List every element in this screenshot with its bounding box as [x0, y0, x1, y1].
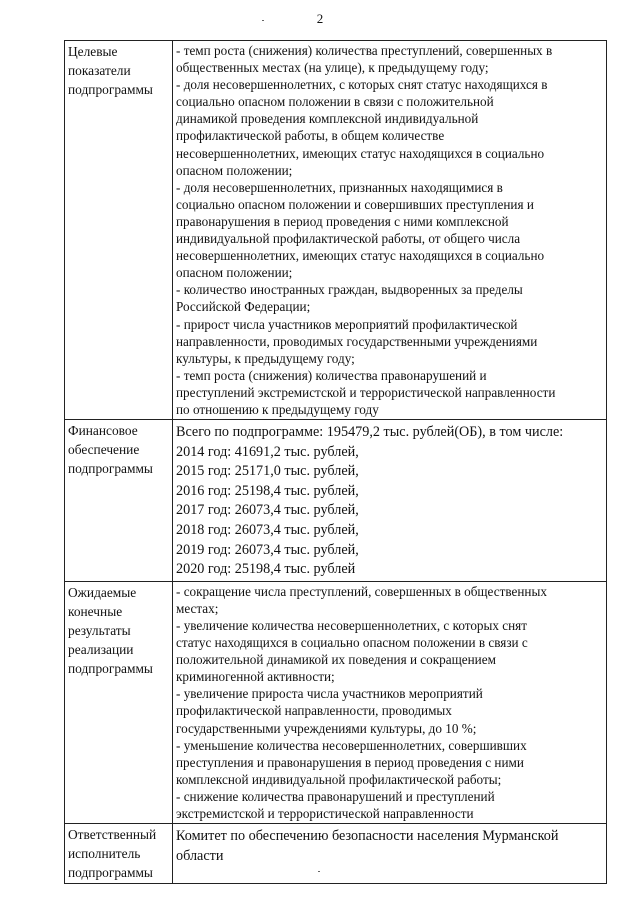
- label-line: Ожидаемые: [68, 584, 137, 600]
- table-row-responsible: [65, 824, 607, 884]
- content-line: профилактической направленности, проводимых: [176, 703, 452, 719]
- content-line: профилактической работы, в общем количестве: [176, 128, 445, 144]
- content-line: - снижение количества правонарушений и преступлений: [176, 788, 495, 804]
- label-line: подпрограммы: [68, 82, 153, 97]
- content-line: - доля несовершеннолетних, с которых снят статус находящихся в: [176, 77, 548, 93]
- table-row-expected-results: [65, 581, 607, 823]
- content-line: 2016 год: 25198,4 тыс. рублей,: [176, 482, 359, 499]
- content-line: государственными учреждениями культуры, до 10 %;: [176, 720, 477, 736]
- scan-speck: [318, 871, 320, 872]
- content-line: Комитет по обеспечению безопасности населения Мурманской: [176, 828, 559, 845]
- label-line: подпрограммы: [68, 660, 153, 676]
- content-line: преступления и правонарушения в период проведения с ними: [176, 754, 524, 770]
- row-content-responsible: [173, 824, 607, 884]
- page-number: 2: [316, 11, 324, 26]
- row-label-targets: [65, 41, 173, 420]
- label-line: обеспечение: [68, 442, 140, 458]
- label-line: подпрограммы: [68, 865, 153, 881]
- subprogram-passport-table: [64, 40, 607, 884]
- content-line: динамикой проведения комплексной индивидуальной: [176, 111, 479, 127]
- content-line: несовершеннолетних, имеющих статус находящихся в социально: [176, 248, 545, 264]
- row-label-responsible: [65, 824, 173, 884]
- content-line: местах;: [176, 600, 219, 616]
- content-line: социально опасном положении и совершивших преступления и: [176, 196, 534, 212]
- label-line: Целевые: [68, 44, 118, 59]
- table-row-financing: [65, 420, 607, 582]
- content-line: - увеличение количества несовершеннолетних, с которых снят: [176, 618, 527, 633]
- row-label-financing: [65, 420, 173, 582]
- content-line: экстремистской и террористической направленности: [176, 806, 474, 822]
- row-content-targets: [173, 41, 607, 420]
- row-content-financing: [173, 420, 607, 582]
- table-row-targets: [65, 41, 607, 420]
- label-line: Финансовое: [68, 423, 138, 439]
- content-line: криминогенной активности;: [176, 669, 335, 685]
- content-line: положительной динамикой их поведения и сокращением: [176, 652, 496, 668]
- content-line: - темп роста (снижения) количества преступлений, совершенных в: [176, 43, 553, 58]
- label-line: конечные: [68, 603, 123, 619]
- content-line: Российской Федерации;: [176, 299, 311, 315]
- content-line: - темп роста (снижения) количества правонарушений и: [176, 367, 487, 383]
- content-line: - прирост числа участников мероприятий профилактической: [176, 316, 518, 332]
- row-label-expected-results: [65, 581, 173, 823]
- content-line: общественных местах (на улице), к предыдущему году;: [176, 60, 489, 76]
- label-line: исполнитель: [68, 846, 141, 862]
- content-line: 2019 год: 26073,4 тыс. рублей,: [176, 541, 359, 558]
- label-line: подпрограммы: [68, 461, 153, 477]
- content-line: статус находящихся в социально опасном положении в связи с: [176, 635, 528, 651]
- content-line: - доля несовершеннолетних, признанных находящимися в: [176, 179, 503, 195]
- content-line: направленности, проводимых государственными учреждениями: [176, 333, 538, 349]
- label-line: показатели: [68, 63, 131, 78]
- content-line: индивидуальной профилактической работы, от общего числа: [176, 231, 521, 247]
- content-line: 2014 год: 41691,2 тыс. рублей,: [176, 443, 359, 460]
- row-content-expected-results: [173, 581, 607, 823]
- content-line: опасном положении;: [176, 265, 293, 281]
- content-line: опасном положении;: [176, 162, 293, 178]
- scan-speck: [262, 20, 264, 21]
- content-line: 2018 год: 26073,4 тыс. рублей,: [176, 522, 359, 539]
- content-line: области: [176, 847, 224, 864]
- label-line: реализации: [68, 641, 134, 657]
- content-line: культуры, к предыдущему году;: [176, 350, 355, 366]
- content-line: 2020 год: 25198,4 тыс. рублей: [176, 561, 356, 578]
- label-line: Ответственный: [68, 827, 157, 843]
- content-line: 2015 год: 25171,0 тыс. рублей,: [176, 463, 359, 480]
- content-line: правонарушения в период проведения с ними комплексной: [176, 213, 509, 229]
- content-line: 2017 год: 26073,4 тыс. рублей,: [176, 502, 359, 519]
- content-line: социально опасном положении в связи с положительной: [176, 94, 494, 110]
- content-line: - количество иностранных граждан, выдворенных за пределы: [176, 282, 523, 298]
- content-line: по отношению к предыдущему году: [176, 401, 379, 417]
- content-line: - уменьшение количества несовершеннолетних, совершивших: [176, 737, 527, 753]
- content-line: Всего по подпрограмме: 195479,2 тыс. рублей(ОБ), в том числе:: [176, 424, 564, 441]
- content-line: комплексной индивидуальной профилактической работы;: [176, 771, 502, 787]
- content-line: преступлений экстремистской и террористической направленности: [176, 384, 556, 400]
- content-line: - сокращение числа преступлений, совершенных в общественных: [176, 583, 547, 599]
- label-line: результаты: [68, 622, 131, 638]
- content-line: - увеличение прироста числа участников мероприятий: [176, 686, 483, 702]
- content-line: несовершеннолетних, имеющих статус находящихся в социально: [176, 145, 545, 161]
